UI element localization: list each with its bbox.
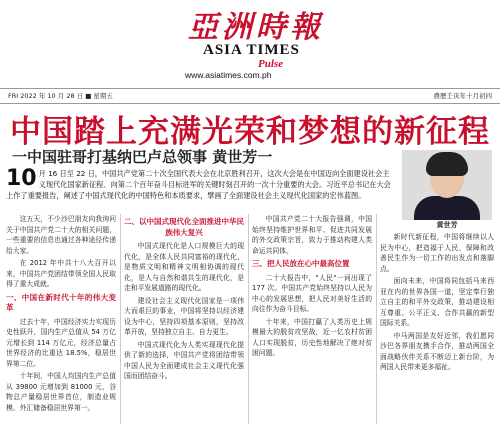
paragraph: 建设社会主义现代化国家是一项伟大而艰巨的事业，中国将坚持以经济建设为中心，坚持四项基本原则，坚持改革开放，坚持独立自主、自力更生。: [124, 296, 244, 336]
paragraph: 这五天，不少沙巴朋友向我询问关于中国共产党二十大的相关问题，一些重要的信息也通过各种途径传递给大家。: [6, 215, 116, 255]
paragraph: 过去十年，中国经济实力实现历史性跃升，国内生产总值从 54 万亿元增长到 114 万亿元，经济总量占世界经济的比重达 18.5%，稳居世界第二位。: [6, 317, 116, 368]
dropcap: 10: [6, 168, 37, 191]
column-divider: [376, 214, 377, 424]
column-divider: [120, 214, 121, 424]
paragraph: 十年间，中国人均国内生产总值从 39800 元增加到 81000 元，谷物总产量稳居世界首位，制造业规模、外汇储备稳居世界第一。: [6, 372, 116, 412]
paragraph: 中马两国是友好近邻，我们愿同沙巴各界朋友携手合作，推动两国全面战略伙伴关系不断迈上新台阶，为两国人民带来更多福祉。: [380, 331, 494, 371]
brand-subtitle: Pulse: [258, 58, 284, 70]
paragraph: 二十大报告中，"人民"一词出现了 177 次。中国共产党始终坚持以人民为中心的发展思想，把人民对美好生活的向往作为奋斗目标。: [252, 273, 372, 313]
paragraph: 中国式现代化是人口规模巨大的现代化，是全体人民共同富裕的现代化，是物质文明和精神文明相协调的现代化，是人与自然和谐共生的现代化，是走和平发展道路的现代化。: [124, 242, 244, 292]
brand-logo-english: ASIA TIMES: [203, 42, 300, 58]
author-photo: [402, 150, 492, 220]
paragraph: 面向未来，中国将同包括马来西亚在内的世界各国一道，坚定奉行独立自主的和平外交政策，推动建设相互尊重、公平正义、合作共赢的新型国际关系。: [380, 277, 494, 327]
paragraph: 中国式现代化为人类实现现代化提供了新的选择，中国共产党将团结带领中国人民为全面建成社会主义现代化强国而团结奋斗。: [124, 340, 244, 380]
lead-paragraph: [6, 168, 396, 212]
section-heading-2: 二、以中国式现代化全面推进中华民族伟大复兴: [124, 217, 244, 237]
sub-headline: 一中国驻哥打基纳巴卢总领事 黄世芳一: [12, 148, 273, 166]
section-heading-3: 三、把人民放在心中最高位置: [252, 259, 350, 268]
column-divider: [248, 214, 249, 424]
brand-logo-chinese: 亞洲時報: [188, 10, 324, 45]
article-column-3: [252, 214, 372, 424]
paragraph: 新时代新征程，中国将继续以人民为中心，把造福于人民、保障和改善民生作为一切工作的出发点和落脚点。: [380, 233, 494, 273]
date-left: FRI 2022 年 10 月 28 日 ■ 星期五: [8, 92, 113, 100]
article-column-4: [380, 232, 494, 424]
article-column-1: [6, 214, 116, 424]
lead-text: 月 16 日至 22 日，中国共产党第二十次全国代表大会在北京胜利召开，这次大会是在中国迈向全面建设社会主义现代化国家新征程、向第二个百年奋斗目标进军的关键时刻召开的一次十分重要的大会。习近平总书记在大会上作了重要报告，阐述了中国式现代化的中国特色和本质要求，擘画了全面建设社会主义现代化国家的宏伟蓝图。: [6, 169, 391, 200]
dateline-bar: [0, 88, 500, 104]
section-heading-1: 一、中国在新时代十年的伟大变革: [6, 292, 116, 312]
photo-caption: 黄世芳: [436, 221, 458, 229]
article-column-2: [124, 214, 244, 424]
main-headline: 中国踏上充满光荣和梦想的新征程: [10, 114, 490, 150]
paragraph: 中国共产党二十大报告强调，中国始终坚持维护世界和平、促进共同发展的外交政策宗旨，致力于推动构建人类命运共同体。: [252, 215, 372, 255]
website-url: www.asiatimes.com.ph: [185, 70, 272, 80]
masthead: [0, 0, 500, 86]
date-right: 農歷壬寅年十月初四: [433, 92, 492, 100]
paragraph: 在 2012 年中共十八大召开以来，中国共产党团结带领全国人民取得了重大成就。: [6, 259, 116, 288]
paragraph: 十年来，中国打赢了人类历史上规模最大的脱贫攻坚战，近一亿农村贫困人口实现脱贫，历史性地解决了绝对贫困问题。: [252, 317, 372, 357]
